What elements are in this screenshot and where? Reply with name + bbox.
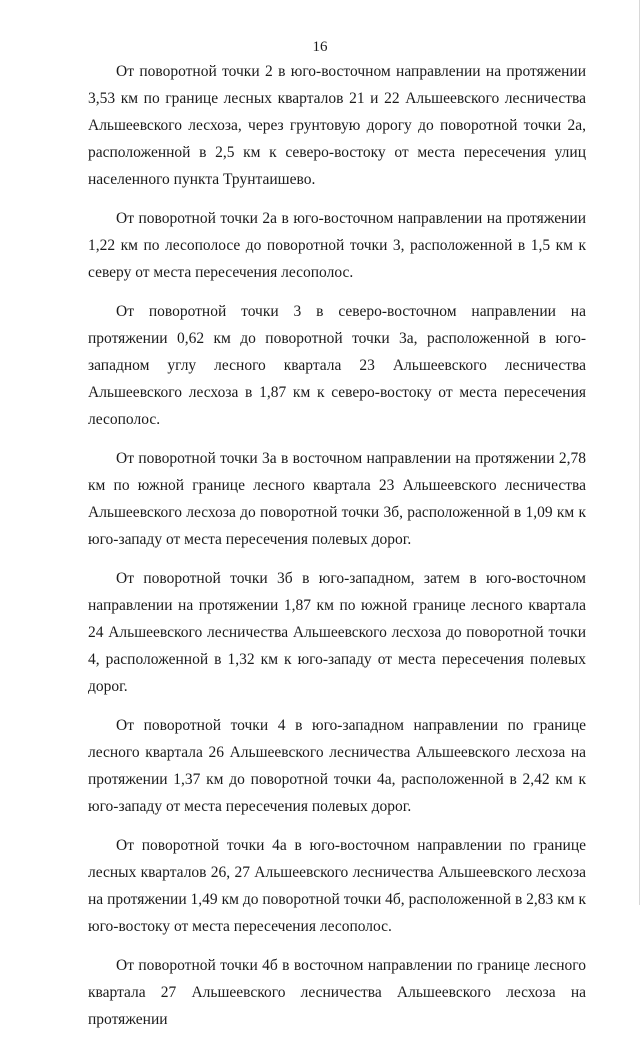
paragraph-point-3a: От поворотной точки 3а в восточном направлении на протяжении 2,78 км по южной границе лесного квартала 23 Альшеевского лесничества Альшеевского лесхоза до поворотной точки 3б, расположенной в 1,09 км к юго-западу от места пересечения полевых дорог.	[88, 450, 586, 548]
paragraph-point-2: От поворотной точки 2 в юго-восточном направлении на протяжении 3,53 км по границе лесных кварталов 21 и 22 Альшеевского лесничества Альшеевского лесхоза, через грунтовую дорогу до поворотной точки 2а, расположенной в 2,5 км к северо-востоку от места пересечения улиц населенного пункта Трунтаишево.	[88, 63, 586, 188]
paragraph-point-3: От поворотной точки 3 в северо-восточном направлении на протяжении 0,62 км до поворотной точки 3а, расположенной в юго-западном углу лесного квартала 23 Альшеевского лесничества Альшеевского лесхоза в 1,87 км к северо-востоку от места пересечения лесополос.	[88, 303, 586, 428]
document-body	[88, 58, 586, 1045]
paragraph-point-2a: От поворотной точки 2а в юго-восточном направлении на протяжении 1,22 км по лесополосе до поворотной точки 3, расположенной в 1,5 км к северу от места пересечения лесополос.	[88, 210, 586, 281]
paragraph-point-4a: От поворотной точки 4а в юго-восточном направлении по границе лесных кварталов 26, 27 Альшеевского лесничества Альшеевского лесхоза на протяжении 1,49 км до поворотной точки 4б, расположенной в 2,83 км к юго-востоку от места пересечения лесополос.	[88, 837, 586, 935]
page-number: 16	[312, 39, 328, 55]
paragraph-point-4b: От поворотной точки 4б в восточном направлении по границе лесного квартала 27 Альшеевского лесничества Альшеевского лесхоза на протяжении	[88, 957, 586, 1028]
paragraph-point-3b: От поворотной точки 3б в юго-западном, затем в юго-восточном направлении на протяжении 1,87 км по южной границе лесного квартала 24 Альшеевского лесничества Альшеевского лесхоза до поворотной точки 4, расположенной в 1,32 км к юго-западу от места пересечения полевых дорог.	[88, 570, 586, 695]
paragraph-point-4: От поворотной точки 4 в юго-западном направлении по границе лесного квартала 26 Альшеевского лесничества Альшеевского лесхоза на протяжении 1,37 км до поворотной точки 4а, расположенной в 2,42 км к юго-западу от места пересечения полевых дорог.	[88, 717, 586, 815]
